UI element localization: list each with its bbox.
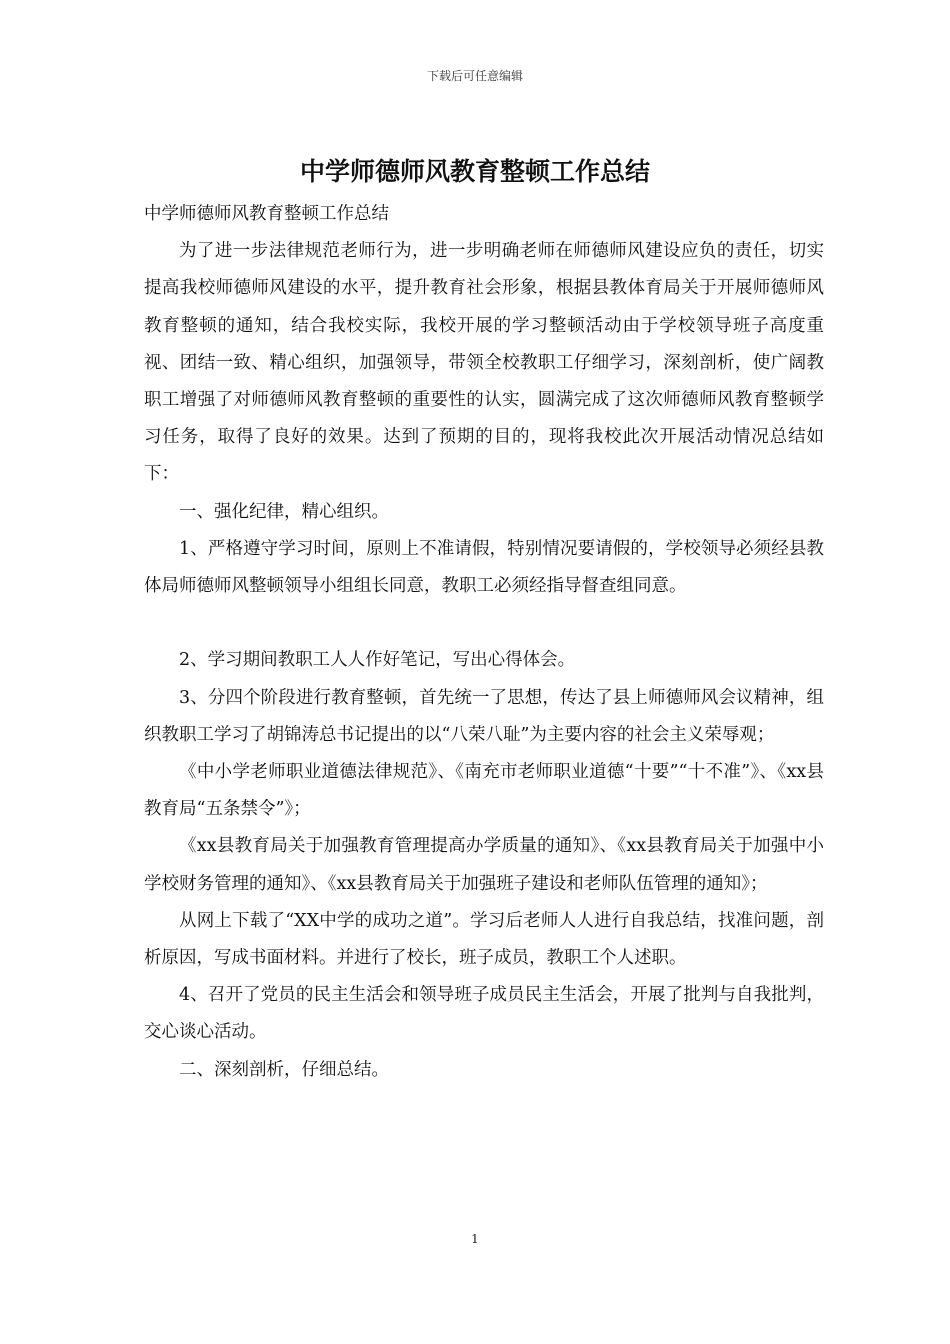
section-heading-2: 二、深刻剖析，仔细总结。 bbox=[179, 1059, 389, 1080]
paragraph-item-2: 2、学习期间教职工人人作好笔记，写出心得体会。 bbox=[179, 650, 576, 671]
document-body bbox=[144, 196, 824, 1089]
section-heading-1: 一、强化纪律，精心组织。 bbox=[179, 501, 389, 522]
paragraph-download: 从网上下载了“XX中学的成功之道”。学习后老师人人进行自我总结，找准问题，剖析原因，写成书面材料。并进行了校长，班子成员，教职工个人述职。 bbox=[144, 910, 824, 969]
document-title: 中学师德师风教育整顿工作总结 bbox=[299, 157, 650, 186]
paragraph-item-1: 1、严格遵守学习时间，原则上不准请假，特别情况要请假的，学校领导必须经县教体局师德师风整顿领导小组组长同意，教职工必须经指导督查组同意。 bbox=[144, 538, 824, 597]
paragraph-documents-2: 《xx县教育局关于加强教育管理提高办学质量的通知》、《xx县教育局关于加强中小学校财务管理的通知》、《xx县教育局关于加强班子建设和老师队伍管理的通知》； bbox=[144, 836, 824, 894]
blank-line bbox=[144, 605, 824, 642]
paragraph-item-3: 3、分四个阶段进行教育整顿，首先统一了思想，传达了县上师德师风会议精神，组织教职工学习了胡锦涛总书记提出的以“八荣八耻”为主要内容的社会主义荣辱观； bbox=[144, 687, 824, 745]
paragraph-intro: 为了进一步法律规范老师行为，进一步明确老师在师德师风建设应负的责任，切实提高我校师德师风建设的水平，提升教育社会形象，根据县教体育局关于开展师德师风教育整顿的通知，结合我校实际，我校开展的学习整顿活动由于学校领导班子高度重视、团结一致、精心组织，加强领导，带领全校教职工仔细学习，深刻剖析，使广阔教职工增强了对师德师风教育整顿的重要性的认实，圆满完成了这次师德师风教育整顿学习任务，取得了良好的效果。达到了预期的目的，现将我校此次开展活动情况总结如下： bbox=[144, 241, 824, 485]
paragraph-documents-1: 《中小学老师职业道德法律规范》、《南充市老师职业道德“十要”“十不准”》、《xx县教育局“五条禁令”》； bbox=[144, 762, 824, 820]
paragraph-item-4: 4、召开了党员的民主生活会和领导班子成员民主生活会，开展了批判与自我批判，交心谈心活动。 bbox=[144, 985, 824, 1043]
header-note: 下载后可任意编辑 bbox=[426, 69, 523, 83]
page-number: 1 bbox=[471, 1232, 479, 1246]
document-subtitle: 中学师德师风教育整顿工作总结 bbox=[144, 204, 389, 224]
